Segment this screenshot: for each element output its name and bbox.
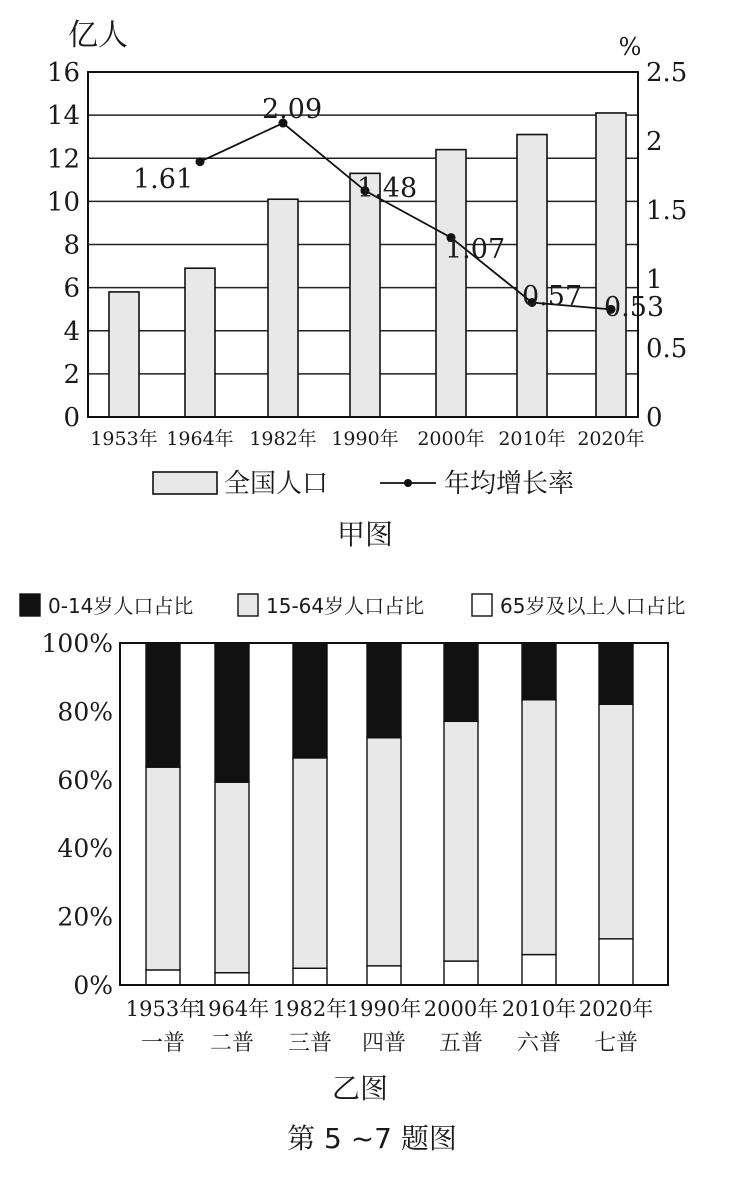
population-bar [350,173,380,417]
right-tick-label: 1.5 [646,196,688,226]
legend-line-marker [404,479,412,487]
census-name-label: 三普 [287,1031,333,1056]
age-segment-0 [444,961,478,985]
age-stacked-bars [146,643,633,985]
age-segment-2 [444,643,478,721]
age-segment-2 [367,643,401,738]
age-segment-0 [146,970,180,985]
legend-swatch-15-64 [238,594,258,616]
age-segment-2 [293,643,327,758]
growth-rate-label: 1.61 [133,164,194,195]
age-segment-1 [293,758,327,968]
x-tick-label: 1982年 [249,428,317,450]
chart-age-structure [20,594,685,1105]
legend-population [153,469,328,499]
age-segment-2 [146,643,180,767]
left-tick-label: 4 [63,316,80,347]
right-tick-label: 0.5 [646,334,688,364]
legend-line-label: 年均增长率 [444,469,575,499]
x-tick-label: 2020年 [577,428,645,450]
legend-growth-rate [380,469,574,499]
right-tick-label: 2.5 [646,58,688,88]
age-segment-1 [444,721,478,961]
census-year-label: 2020年 [578,997,654,1021]
x-tick-label: 1953年 [90,428,158,450]
legend-age-65-plus [472,594,685,618]
chart-b-title: 乙图 [331,1072,389,1105]
legend-age-0-14 [20,594,193,618]
left-tick-label: 2 [63,359,80,390]
growth-rate-label: 1.07 [445,234,506,265]
x-tick-label: 2000年 [417,428,485,450]
census-year-label: 1982年 [272,997,348,1021]
legend-swatch-0-14 [20,594,40,616]
right-tick-label: 1 [646,265,663,295]
growth-rate-label: 2.09 [262,94,323,125]
legend-bar-swatch [153,472,217,494]
x-tick-label: 1990年 [331,428,399,450]
age-segment-1 [522,700,556,955]
age-segment-1 [599,704,633,939]
age-segment-1 [215,782,249,972]
age-segment-2 [599,643,633,704]
population-bar [517,135,547,417]
left-tick-label: 6 [63,273,80,304]
left-tick-label: 12 [46,144,80,175]
right-tick-label: 0 [646,403,663,433]
age-segment-0 [293,968,327,985]
population-bar [596,113,626,417]
x-tick-label: 2010年 [498,428,566,450]
age-segment-2 [215,643,249,782]
growth-rate-point [196,157,205,166]
left-tick-label: 0 [63,403,80,433]
census-name-label: 五普 [438,1031,484,1056]
age-segment-0 [522,955,556,985]
legend-bar-label: 全国人口 [224,469,329,499]
population-bar [436,150,466,417]
right-tick-label: 2 [646,127,663,157]
census-year-label: 2000年 [423,997,499,1021]
left-axis-unit: 亿人 [68,18,128,53]
growth-rate-label: 0.53 [604,292,665,323]
census-name-label: 六普 [516,1031,562,1056]
population-bar [268,199,298,417]
x-axis-ticks [90,428,644,450]
right-axis-unit: % [618,33,642,61]
left-tick-label: 16 [46,58,80,88]
percent-tick-label: 80% [57,697,113,727]
percent-axis-ticks [42,629,113,1000]
percent-tick-label: 100% [41,629,113,658]
right-axis-ticks [646,58,687,433]
census-year-label: 1953年 [125,997,201,1021]
census-name-label: 一普 [140,1031,186,1056]
left-tick-label: 10 [46,187,80,218]
percent-tick-label: 0% [73,971,113,1000]
age-segment-2 [522,643,556,700]
population-bar [185,268,215,417]
age-segment-1 [146,767,180,970]
left-tick-label: 8 [63,230,80,261]
growth-rate-label: 1.48 [357,173,418,204]
chart-a-title: 甲图 [336,518,394,551]
growth-rate-label: 0.57 [522,281,583,312]
figure-caption: 第 5 ~7 题图 [287,1122,457,1155]
census-axis-ticks [126,997,653,1056]
census-year-label: 2010年 [501,997,577,1021]
census-name-label: 二普 [209,1031,255,1056]
population-bar [109,292,139,417]
census-year-label: 1964年 [194,997,270,1021]
percent-tick-label: 60% [57,765,113,795]
x-tick-label: 1964年 [166,428,234,450]
census-year-label: 1990年 [346,997,422,1021]
legend-label-65-plus: 65岁及以上人口占比 [500,594,686,618]
age-segment-0 [367,966,401,985]
percent-tick-label: 20% [57,902,113,932]
legend-label-15-64: 15-64岁人口占比 [266,594,425,618]
percent-tick-label: 40% [57,834,113,864]
age-segment-0 [599,939,633,985]
census-name-label: 四普 [361,1031,407,1056]
legend-swatch-65-plus [472,594,492,616]
chart-population [47,18,687,551]
left-tick-label: 14 [46,101,80,132]
age-segment-0 [215,973,249,985]
left-axis-ticks [47,58,80,433]
legend-age-15-64 [238,594,424,618]
age-segment-1 [367,738,401,966]
census-name-label: 七普 [593,1031,639,1056]
legend-label-0-14: 0-14岁人口占比 [48,594,194,618]
